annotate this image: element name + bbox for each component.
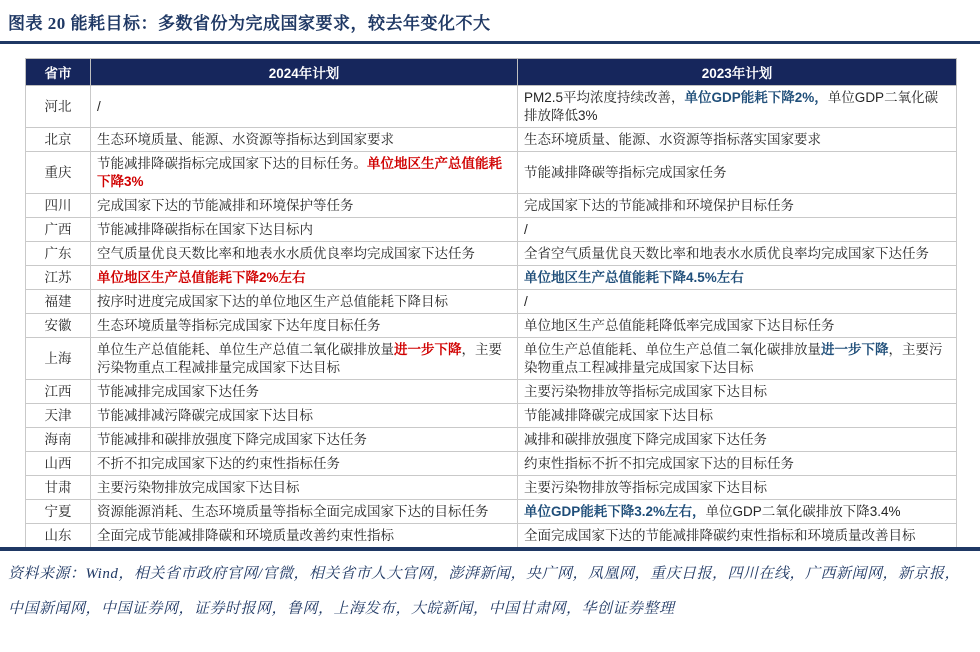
- source-note: 资料来源：Wind，相关省市政府官网/官微，相关省市人大官网，澎湃新闻，央广网，凤凰网，重庆日报，四川在线，广西新闻网，新京报，中国新闻网，中国证券网，证券时报网，鲁网，上海发布，大皖新闻，中国甘肃网，华创证券整理: [8, 566, 961, 617]
- plan-2023-cell: [518, 500, 957, 524]
- province-cell: 上海: [26, 338, 91, 380]
- cell-text-segment: 节能减排降碳等指标完成国家任务: [524, 164, 727, 180]
- plan-2023-cell: [518, 242, 957, 266]
- table-row: [26, 380, 957, 404]
- cell-text-segment: 按序时进度完成国家下达的单位地区生产总值能耗下降目标: [97, 293, 448, 309]
- province-cell: 海南: [26, 428, 91, 452]
- cell-text-segment: /: [524, 293, 528, 309]
- cell-text-segment: 全面完成国家下达的节能减排降碳约束性指标和环境质量改善目标: [524, 527, 916, 543]
- table-row: [26, 500, 957, 524]
- header-plan-2024: 2024年计划: [91, 59, 518, 86]
- cell-text-segment: 节能减排完成国家下达任务: [97, 383, 259, 399]
- cell-text-segment: 不折不扣完成国家下达的约束性指标任务: [97, 455, 340, 471]
- cell-text-segment: ，主要污染物重点工程减排量完成国家下达目标: [524, 341, 943, 375]
- cell-text-segment: 资源能源消耗、生态环境质量等指标全面完成国家下达的目标任务: [97, 503, 489, 519]
- table-row: [26, 404, 957, 428]
- province-cell: 江苏: [26, 266, 91, 290]
- plan-2024-cell: [91, 314, 518, 338]
- plan-2024-cell: [91, 380, 518, 404]
- cell-text-segment: 节能减排降碳指标在国家下达目标内: [97, 221, 313, 237]
- table-row: [26, 452, 957, 476]
- bottom-divider: [0, 547, 980, 551]
- plan-2024-cell: [91, 476, 518, 500]
- cell-text-segment: 全省空气质量优良天数比率和地表水水质优良率均完成国家下达任务: [524, 245, 929, 261]
- province-cell: 四川: [26, 194, 91, 218]
- cell-text-segment: 生态环境质量等指标完成国家下达年度目标任务: [97, 317, 381, 333]
- cell-text-segment: 单位GDP二氧化碳排放下降3.4%: [705, 503, 901, 519]
- plan-2023-cell: [518, 380, 957, 404]
- table-row: [26, 152, 957, 194]
- cell-text-segment: 单位地区生产总值能耗下降4.5%左右: [524, 269, 744, 285]
- plan-2023-cell: [518, 290, 957, 314]
- cell-text-segment: 单位地区生产总值能耗下降2%左右: [97, 269, 306, 285]
- province-cell: 河北: [26, 86, 91, 128]
- province-cell: 天津: [26, 404, 91, 428]
- cell-text-segment: 进一步下降: [821, 341, 889, 357]
- cell-text-segment: 单位GDP能耗下降2%，: [684, 89, 828, 105]
- cell-text-segment: 完成国家下达的节能减排和环境保护等任务: [97, 197, 354, 213]
- cell-text-segment: 单位地区生产总值能耗下降3%: [97, 155, 502, 189]
- cell-text-segment: 完成国家下达的节能减排和环境保护目标任务: [524, 197, 794, 213]
- plan-2024-cell: [91, 194, 518, 218]
- table-row: [26, 476, 957, 500]
- figure-title: 图表 20 能耗目标：多数省份为完成国家要求，较去年变化不大: [8, 14, 491, 33]
- province-cell: 安徽: [26, 314, 91, 338]
- table-body: [26, 86, 957, 548]
- cell-text-segment: 单位GDP二氧化碳排放降低3%: [524, 89, 939, 123]
- plan-2024-cell: [91, 266, 518, 290]
- cell-text-segment: 单位生产总值能耗、单位生产总值二氧化碳排放量: [524, 341, 821, 357]
- table-row: [26, 194, 957, 218]
- table-row: [26, 242, 957, 266]
- energy-target-table: [25, 58, 957, 548]
- table-row: [26, 524, 957, 548]
- plan-2024-cell: [91, 86, 518, 128]
- plan-2024-cell: [91, 524, 518, 548]
- cell-text-segment: 单位地区生产总值能耗降低率完成国家下达目标任务: [524, 317, 835, 333]
- cell-text-segment: ，主要污染物重点工程减排量完成国家下达目标: [97, 341, 502, 375]
- province-cell: 福建: [26, 290, 91, 314]
- plan-2023-cell: [518, 452, 957, 476]
- cell-text-segment: 减排和碳排放强度下降完成国家下达任务: [524, 431, 767, 447]
- cell-text-segment: /: [97, 98, 101, 114]
- cell-text-segment: 全面完成节能减排降碳和环境质量改善约束性指标: [97, 527, 394, 543]
- province-cell: 江西: [26, 380, 91, 404]
- cell-text-segment: 生态环境质量、能源、水资源等指标落实国家要求: [524, 131, 821, 147]
- header-province: 省市: [26, 59, 91, 86]
- plan-2023-cell: [518, 194, 957, 218]
- table-header-row: [26, 59, 957, 86]
- plan-2024-cell: [91, 452, 518, 476]
- cell-text-segment: 约束性指标不折不扣完成国家下达的目标任务: [524, 455, 794, 471]
- table-row: [26, 290, 957, 314]
- plan-2023-cell: [518, 152, 957, 194]
- plan-2023-cell: [518, 128, 957, 152]
- plan-2024-cell: [91, 242, 518, 266]
- plan-2023-cell: [518, 404, 957, 428]
- plan-2024-cell: [91, 218, 518, 242]
- province-cell: 广西: [26, 218, 91, 242]
- plan-2023-cell: [518, 524, 957, 548]
- plan-2023-cell: [518, 428, 957, 452]
- plan-2023-cell: [518, 218, 957, 242]
- plan-2023-cell: [518, 266, 957, 290]
- province-cell: 北京: [26, 128, 91, 152]
- plan-2024-cell: [91, 290, 518, 314]
- plan-2023-cell: [518, 338, 957, 380]
- cell-text-segment: 节能减排和碳排放强度下降完成国家下达任务: [97, 431, 367, 447]
- cell-text-segment: 主要污染物排放等指标完成国家下达目标: [524, 479, 767, 495]
- cell-text-segment: 空气质量优良天数比率和地表水水质优良率均完成国家下达任务: [97, 245, 475, 261]
- cell-text-segment: 主要污染物排放等指标完成国家下达目标: [524, 383, 767, 399]
- cell-text-segment: 节能减排减污降碳完成国家下达目标: [97, 407, 313, 423]
- plan-2024-cell: [91, 128, 518, 152]
- plan-2024-cell: [91, 428, 518, 452]
- plan-2023-cell: [518, 314, 957, 338]
- province-cell: 广东: [26, 242, 91, 266]
- title-divider: [0, 41, 980, 44]
- province-cell: 甘肃: [26, 476, 91, 500]
- province-cell: 重庆: [26, 152, 91, 194]
- cell-text-segment: 进一步下降: [394, 341, 462, 357]
- table-row: [26, 314, 957, 338]
- cell-text-segment: 节能减排降碳完成国家下达目标: [524, 407, 713, 423]
- plan-2024-cell: [91, 338, 518, 380]
- table-row: [26, 86, 957, 128]
- cell-text-segment: 单位生产总值能耗、单位生产总值二氧化碳排放量: [97, 341, 394, 357]
- province-cell: 山东: [26, 524, 91, 548]
- cell-text-segment: 节能减排降碳指标完成国家下达的目标任务。: [97, 155, 367, 171]
- province-cell: 山西: [26, 452, 91, 476]
- cell-text-segment: /: [524, 221, 528, 237]
- table-row: [26, 338, 957, 380]
- plan-2024-cell: [91, 404, 518, 428]
- cell-text-segment: 单位GDP能耗下降3.2%左右，: [524, 503, 706, 519]
- header-plan-2023: 2023年计划: [518, 59, 957, 86]
- plan-2024-cell: [91, 500, 518, 524]
- plan-2023-cell: [518, 476, 957, 500]
- cell-text-segment: 生态环境质量、能源、水资源等指标达到国家要求: [97, 131, 394, 147]
- table-row: [26, 266, 957, 290]
- cell-text-segment: 主要污染物排放完成国家下达目标: [97, 479, 300, 495]
- province-cell: 宁夏: [26, 500, 91, 524]
- plan-2023-cell: [518, 86, 957, 128]
- cell-text-segment: PM2.5平均浓度持续改善，: [524, 89, 685, 105]
- table-row: [26, 128, 957, 152]
- table-row: [26, 428, 957, 452]
- plan-2024-cell: [91, 152, 518, 194]
- table-row: [26, 218, 957, 242]
